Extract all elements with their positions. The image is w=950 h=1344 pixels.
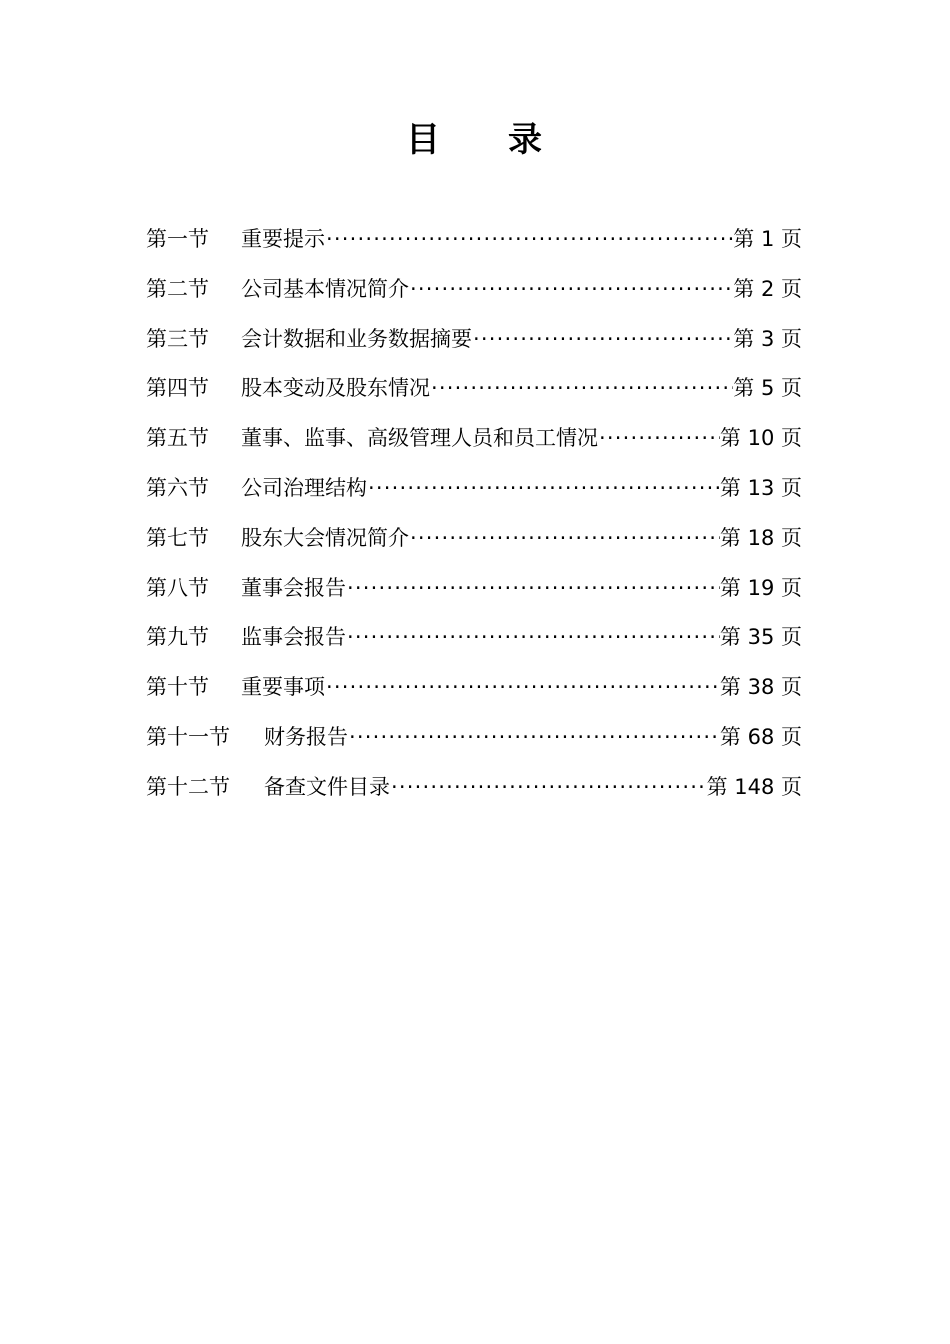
toc-section-number: 第九节 xyxy=(146,625,209,650)
toc-page-number: 第 18 页 xyxy=(719,525,802,550)
toc-page-number: 第 19 页 xyxy=(719,575,802,600)
toc-page-number: 第 68 页 xyxy=(719,724,802,749)
toc-heading: 公司基本情况简介 xyxy=(241,276,409,301)
toc-heading: 股东大会情况简介 xyxy=(241,525,409,550)
toc-page-number: 第 35 页 xyxy=(719,625,802,650)
toc-page-number: 第 148 页 xyxy=(706,774,802,799)
toc-leader-dots xyxy=(409,514,720,564)
toc-page-number: 第 2 页 xyxy=(733,276,802,301)
toc-row[interactable] xyxy=(146,763,802,813)
toc-section-number: 第四节 xyxy=(146,376,209,401)
toc-page-number: 第 10 页 xyxy=(719,426,802,451)
toc-section-number: 第十节 xyxy=(146,675,209,700)
toc-row[interactable] xyxy=(146,564,802,614)
toc-row[interactable] xyxy=(146,514,802,564)
toc-row[interactable] xyxy=(146,215,802,265)
toc-leader-dots xyxy=(598,414,720,464)
toc-row[interactable] xyxy=(146,613,802,663)
toc-leader-dots xyxy=(409,265,733,315)
toc-leader-dots xyxy=(430,364,733,414)
toc-row[interactable] xyxy=(146,364,802,414)
toc-section-number: 第五节 xyxy=(146,426,209,451)
title-char-2: 录 xyxy=(508,120,544,160)
toc-section-number: 第六节 xyxy=(146,475,209,500)
toc-row[interactable] xyxy=(146,315,802,365)
toc-section-number: 第三节 xyxy=(146,326,209,351)
toc-page-number: 第 38 页 xyxy=(719,675,802,700)
toc-leader-dots xyxy=(348,713,720,763)
toc-heading: 重要提示 xyxy=(241,227,325,251)
title-char-1: 目 xyxy=(406,120,442,160)
toc-heading: 董事、监事、高级管理人员和员工情况 xyxy=(241,426,598,451)
toc-heading: 财务报告 xyxy=(264,724,348,749)
toc-row[interactable] xyxy=(146,414,802,464)
toc-leader-dots xyxy=(390,763,707,813)
toc-heading: 会计数据和业务数据摘要 xyxy=(241,326,472,351)
table-of-contents xyxy=(146,215,802,813)
toc-row[interactable] xyxy=(146,265,802,315)
toc-section-number: 第一节 xyxy=(146,227,209,251)
toc-leader-dots xyxy=(367,464,720,514)
toc-section-number: 第七节 xyxy=(146,525,209,550)
toc-heading: 股本变动及股东情况 xyxy=(241,376,430,401)
toc-heading: 公司治理结构 xyxy=(241,475,367,500)
toc-leader-dots xyxy=(346,564,720,614)
toc-page-number: 第 13 页 xyxy=(719,475,802,500)
toc-section-number: 第二节 xyxy=(146,276,209,301)
toc-leader-dots xyxy=(346,613,720,663)
toc-row[interactable] xyxy=(146,663,802,713)
toc-section-number: 第十一节 xyxy=(146,724,230,749)
toc-heading: 重要事项 xyxy=(241,675,325,700)
toc-leader-dots xyxy=(472,315,733,365)
toc-page-number: 第 3 页 xyxy=(733,326,802,351)
toc-section-number: 第八节 xyxy=(146,575,209,600)
toc-leader-dots xyxy=(325,215,733,265)
page-title xyxy=(0,118,950,162)
toc-heading: 备查文件目录 xyxy=(264,774,390,799)
toc-heading: 董事会报告 xyxy=(241,575,346,600)
toc-heading: 监事会报告 xyxy=(241,625,346,650)
toc-row[interactable] xyxy=(146,464,802,514)
toc-leader-dots xyxy=(325,663,720,713)
toc-page-number: 第 1 页 xyxy=(733,227,802,251)
toc-page-number: 第 5 页 xyxy=(733,376,802,401)
toc-section-number: 第十二节 xyxy=(146,774,230,799)
toc-row[interactable] xyxy=(146,713,802,763)
